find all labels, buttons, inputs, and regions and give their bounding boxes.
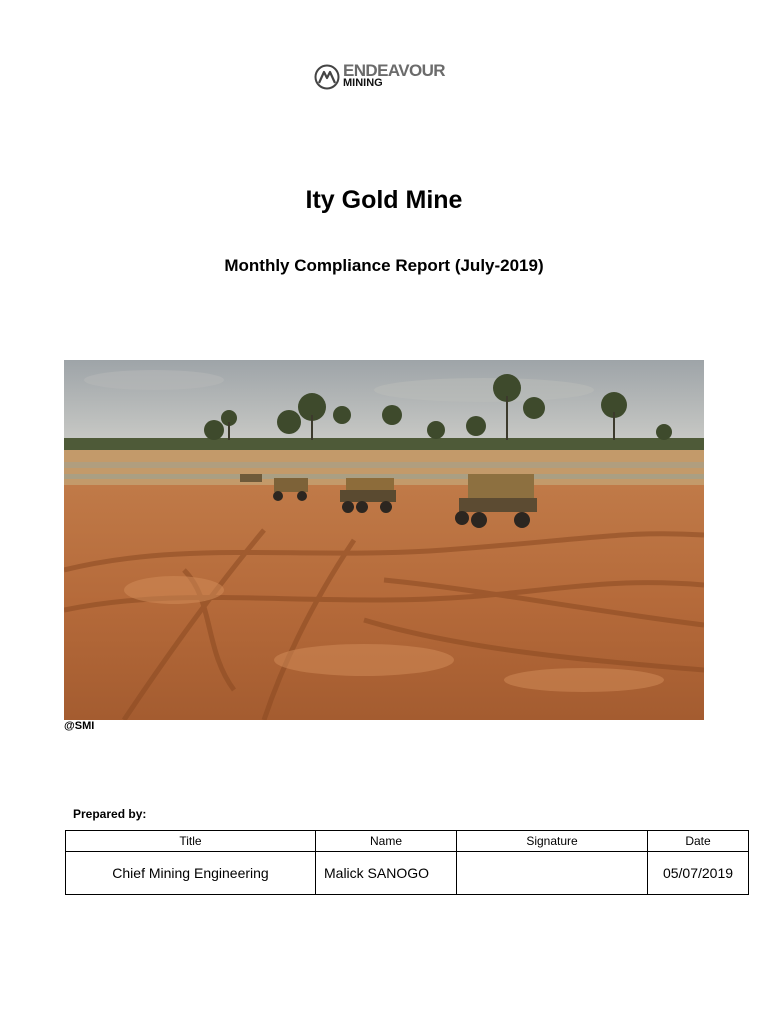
cell-date: 05/07/2019 <box>648 852 749 895</box>
table-row <box>66 852 749 895</box>
document-title: Ity Gold Mine <box>305 186 463 214</box>
cell-title: Chief Mining Engineering <box>66 852 316 895</box>
approval-table <box>65 830 749 895</box>
cell-name: Malick SANOGO <box>316 852 457 895</box>
cell-signature <box>457 852 648 895</box>
header-name: Name <box>316 831 457 852</box>
logo-line2: MINING <box>343 77 383 89</box>
header-date: Date <box>648 831 749 852</box>
logo-line1: ENDEAVOUR <box>343 61 445 80</box>
company-logo <box>314 62 456 92</box>
header-title: Title <box>66 831 316 852</box>
logo-mark-icon <box>314 64 340 90</box>
photo-credit: @SMI <box>64 720 95 732</box>
logo-wordmark <box>343 62 445 89</box>
mine-site-photo <box>64 360 704 720</box>
prepared-by-label: Prepared by: <box>73 807 147 821</box>
header-signature: Signature <box>457 831 648 852</box>
table-header-row <box>66 831 749 852</box>
document-subtitle: Monthly Compliance Report (July-2019) <box>224 256 544 275</box>
